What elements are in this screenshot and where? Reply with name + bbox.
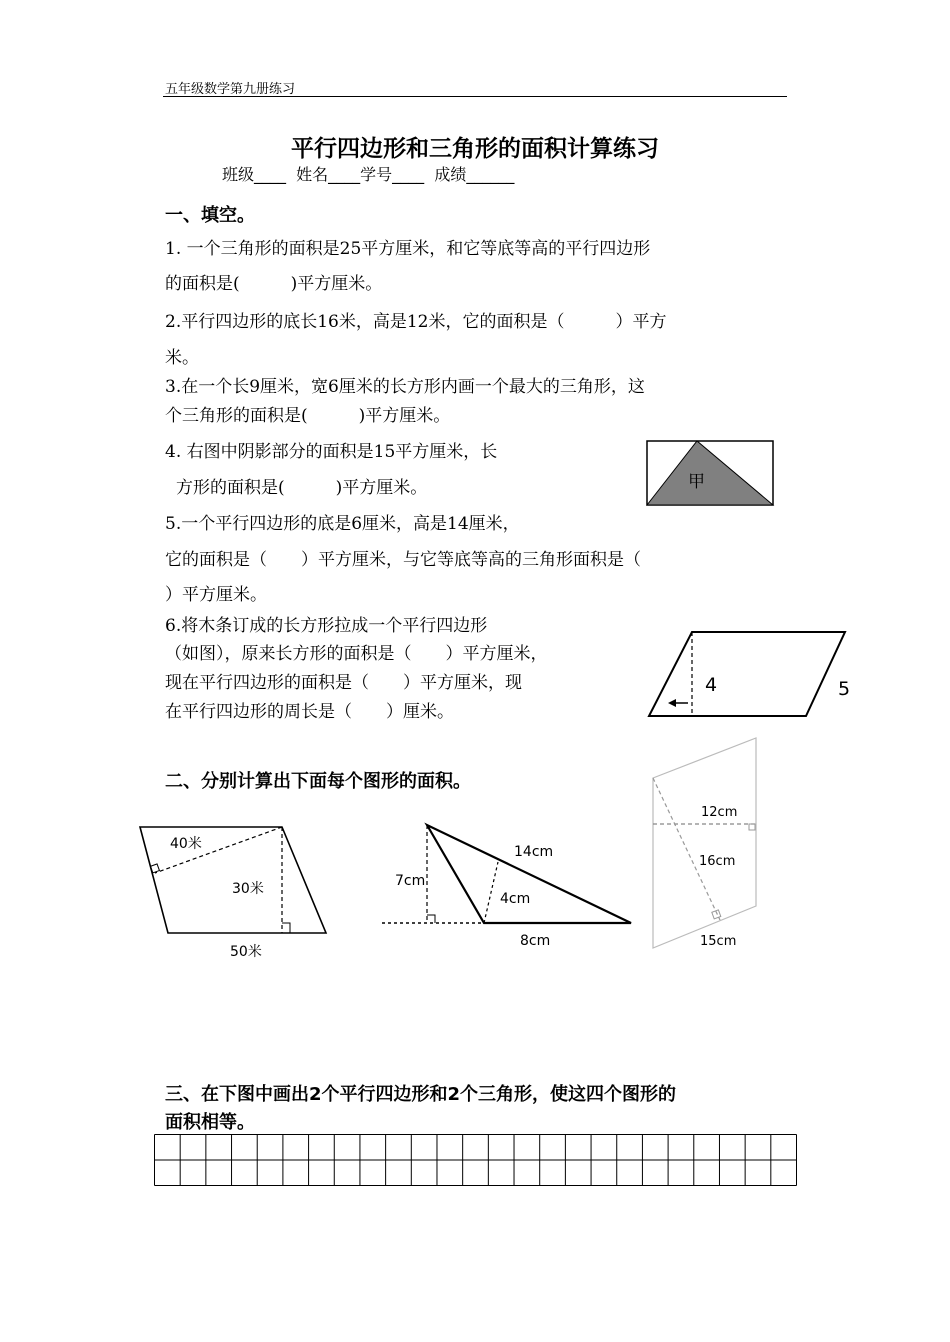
student-info-line: 班级____ 姓名____学号____ 成绩______ (222, 165, 515, 184)
section1-heading: 一、填空。 (165, 205, 255, 226)
right-angle-mark (427, 915, 435, 923)
question-line: 个三角形的面积是( )平方厘米。 (165, 406, 451, 426)
slanted-height-line (653, 778, 720, 920)
inner-height-line (484, 862, 498, 923)
inner-height-label: 4cm (500, 891, 531, 907)
question-line: 5.一个平行四边形的底是6厘米，高是14厘米， (165, 514, 520, 534)
question-line: 1. 一个三角形的面积是25平方厘米，和它等底等高的平行四边形 (165, 239, 651, 259)
height-label: 30米 (232, 881, 264, 897)
triangle-label: 甲 (688, 472, 705, 492)
question-line: 3.在一个长9厘米，宽6厘米的长方形内画一个最大的三角形，这 (165, 377, 645, 397)
section2-heading: 二、分别计算出下面每个图形的面积。 (165, 771, 471, 792)
hypotenuse-label: 14cm (514, 844, 554, 860)
bottom-label: 15cm (700, 934, 737, 949)
section3-heading-line1: 三、在下图中画出2个平行四边形和2个三角形，使这四个图形的 (165, 1084, 677, 1105)
height-label: 4 (705, 674, 718, 696)
right-angle-mark (282, 923, 290, 933)
question-line: 现在平行四边形的面积是（ ）平方厘米，现 (165, 673, 522, 693)
base-label: 8cm (520, 933, 551, 949)
section3-heading-line2: 面积相等。 (165, 1112, 255, 1133)
triangle-area-figure (380, 815, 640, 955)
header-text: 五年级数学第九册练习 (165, 82, 296, 97)
tilted-parallelogram-figure (640, 730, 780, 955)
parallelogram-outline (140, 827, 326, 933)
page-title: 平行四边形和三角形的面积计算练习 (291, 136, 659, 162)
shaded-triangle-figure (640, 435, 780, 510)
question-line: （如图），原来长方形的面积是（ ）平方厘米， (165, 644, 548, 664)
left-height-label: 7cm (395, 873, 426, 889)
question-line: ）平方厘米。 (165, 585, 267, 605)
question-line: 2.平行四边形的底长16米，高是12米，它的面积是（ ）平方 (165, 312, 667, 332)
question-line: 在平行四边形的周长是（ ）厘米。 (165, 702, 454, 722)
right-angle-mark (749, 824, 755, 830)
top-label: 12cm (701, 805, 738, 820)
header-rule (163, 96, 787, 97)
arrow-head (668, 699, 676, 707)
question-line: 的面积是( )平方厘米。 (165, 274, 383, 294)
side-label: 5 (838, 678, 851, 700)
question-line: 6.将木条订成的长方形拉成一个平行四边形 (165, 616, 488, 636)
question-line: 米。 (165, 348, 199, 368)
question-line: 方形的面积是( )平方厘米。 (176, 478, 428, 498)
base-label: 50米 (230, 944, 262, 960)
triangle-outline (427, 825, 631, 923)
drawing-grid[interactable] (154, 1134, 797, 1186)
question-line: 它的面积是（ ）平方厘米，与它等底等高的三角形面积是（ (165, 550, 641, 570)
question-line: 4. 右图中阴影部分的面积是15平方厘米，长 (165, 442, 498, 462)
parallelogram-outline (653, 738, 756, 948)
stretched-parallelogram-figure (640, 622, 860, 727)
middle-label: 16cm (699, 854, 736, 869)
parallelogram-area-figure (130, 815, 340, 965)
top-length-label: 40米 (170, 836, 202, 852)
